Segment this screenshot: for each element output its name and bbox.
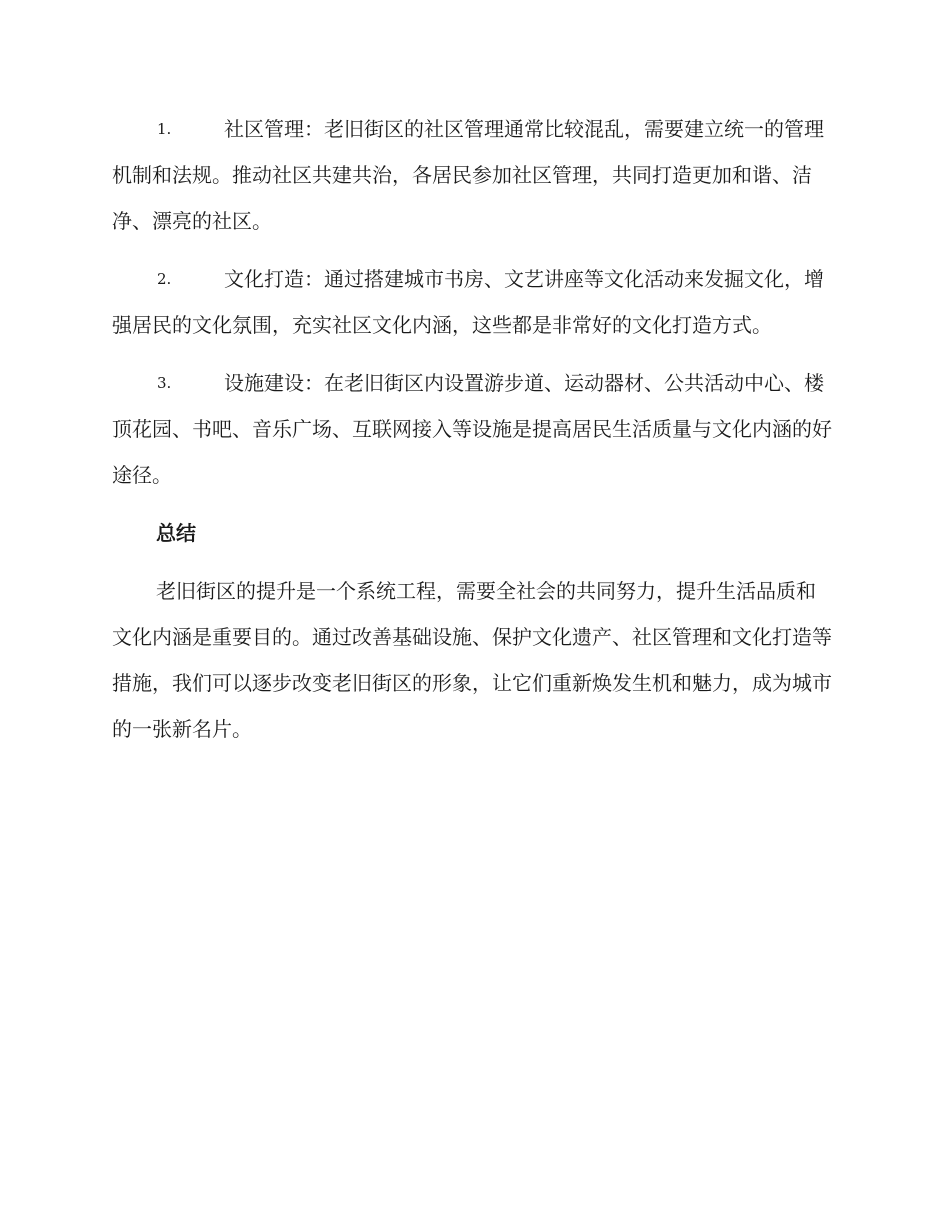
list-item-community-management xyxy=(112,106,832,244)
summary-heading: 总结 xyxy=(156,521,196,545)
list-item-facilities-construction xyxy=(112,360,832,498)
summary-paragraph: 老旧街区的提升是一个系统工程，需要全社会的共同努力，提升生活品质和文化内涵是重要目的。通过改善基础设施、保护文化遗产、社区管理和文化打造等措施，我们可以逐步改变老旧街区的形象，让它们重新焕发生机和魅力，成为城市的一张新名片。 xyxy=(112,579,832,741)
list-number: 3. xyxy=(157,374,172,392)
list-item-text: 设施建设：在老旧街区内设置游步道、运动器材、公共活动中心、楼顶花园、书吧、音乐广场、互联网接入等设施是提高居民生活质量与文化内涵的好途径。 xyxy=(112,371,832,487)
list-number: 1. xyxy=(157,120,172,138)
list-item-text: 文化打造：通过搭建城市书房、文艺讲座等文化活动来发掘文化，增强居民的文化氛围，充实社区文化内涵，这些都是非常好的文化打造方式。 xyxy=(112,267,824,337)
list-number: 2. xyxy=(157,270,172,288)
list-item-culture-building xyxy=(112,256,832,348)
document-body xyxy=(112,106,832,752)
list-item-text: 社区管理：老旧街区的社区管理通常比较混乱，需要建立统一的管理机制和法规。推动社区共建共治，各居民参加社区管理，共同打造更加和谐、洁净、漂亮的社区。 xyxy=(112,117,824,233)
